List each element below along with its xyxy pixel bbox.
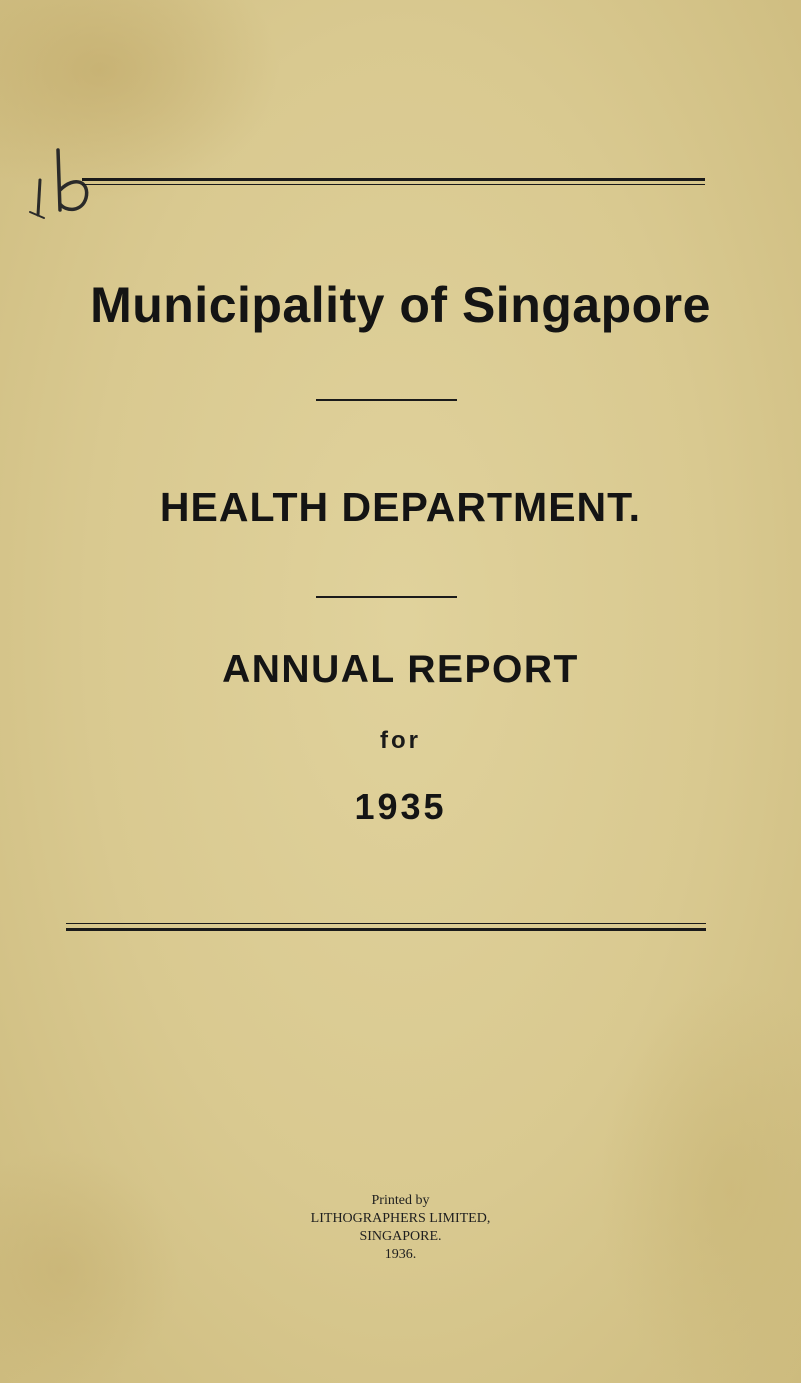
imprint-printed-by: Printed by [371, 1193, 430, 1208]
divider-1 [316, 399, 457, 401]
divider-2 [316, 596, 457, 598]
paper-stain [600, 980, 801, 1383]
imprint-year: 1936. [384, 1247, 417, 1262]
handwritten-mark [20, 120, 110, 220]
paper-stain [0, 1150, 180, 1383]
report-title: ANNUAL REPORT [222, 648, 579, 691]
report-year: 1935 [354, 786, 447, 827]
department-heading: HEALTH DEPARTMENT. [159, 484, 642, 530]
top-rule-thin [82, 184, 705, 185]
for-label: for [380, 727, 421, 754]
imprint-printer: LITHOGRAPHERS LIMITED, [310, 1211, 491, 1226]
page-title: Municipality of Singapore [90, 277, 711, 333]
top-rule-thick [82, 178, 705, 181]
bottom-rule-thick [66, 928, 706, 931]
bottom-rule-thin [66, 923, 706, 924]
imprint-city: SINGAPORE. [359, 1229, 442, 1244]
